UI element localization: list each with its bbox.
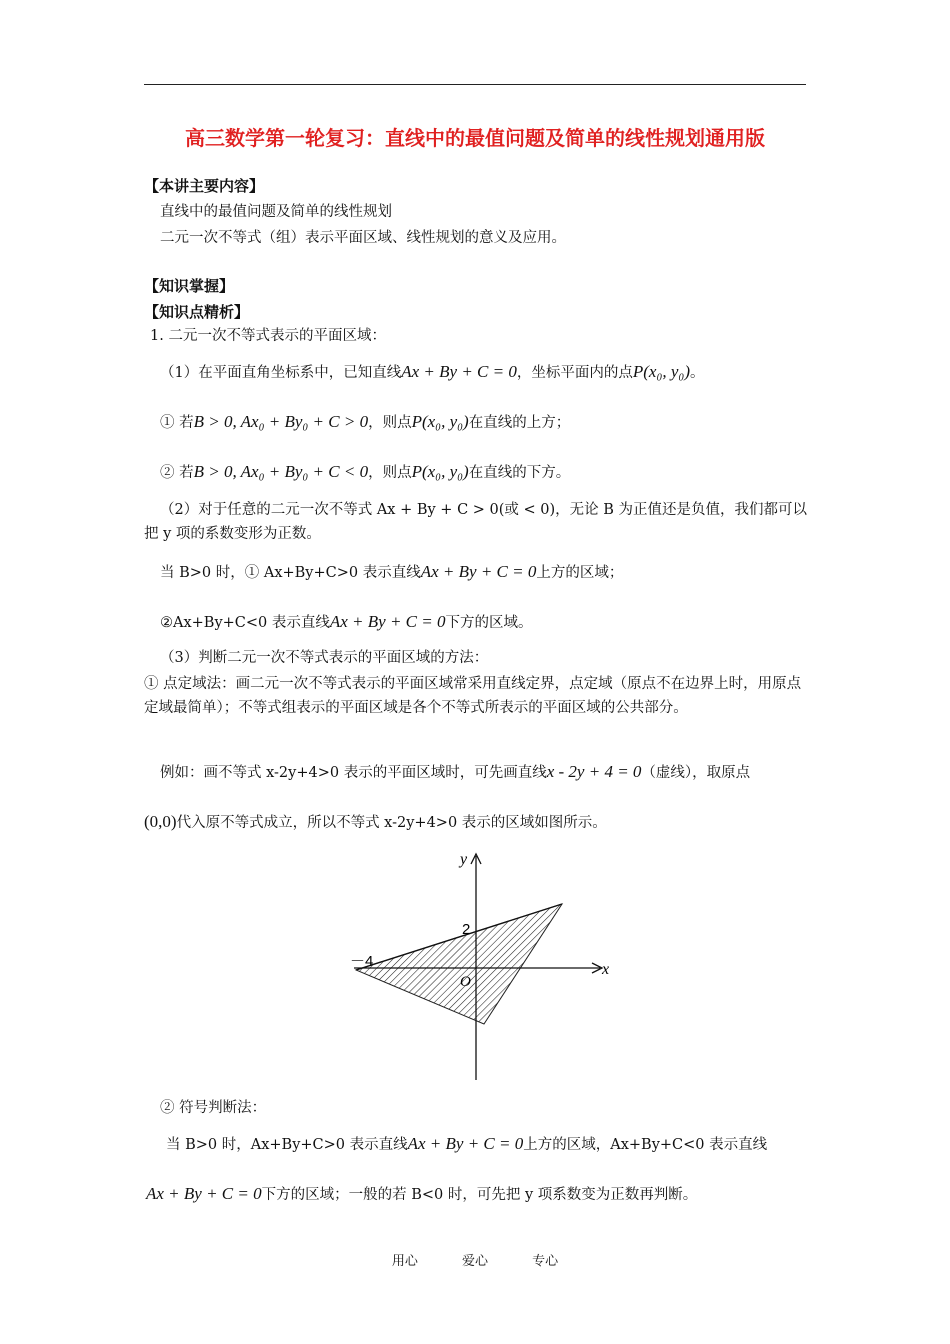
p9-suffix: 代入原不等式成立，所以不等式 x-2y+4>0 表示的区域如图所示。 [176,815,607,831]
p2-mid: ，坐标平面内的点 [516,365,633,381]
paragraph-6: （3）判断二元一次不等式表示的平面区域的方法： [160,650,489,666]
subheading-knowledge-analysis: 【知识点精析】 [144,303,250,321]
x-axis-label: x [602,961,610,978]
content-item-2: 二元一次不等式（组）表示平面区域、线性规划的意义及应用。 [160,230,566,246]
c1-mid: ，则点 [368,415,412,431]
section-heading-knowledge: 【知识掌握】 [144,277,235,295]
page-title: 高三数学第一轮复习：直线中的最值问题及简单的线性规划通用版 [185,126,765,150]
footer-text-2: 爱心 [461,1254,488,1269]
x-intercept-label: －4 [350,953,374,970]
p11-prefix: 当 B>0 时，Ax+By+C>0 表示直线 [166,1137,408,1153]
region-figure [348,848,618,1084]
p8-prefix: 例如：画不等式 x-2y+4>0 表示的平面区域时，可先画直线 [160,765,547,781]
p8-suffix: （虚线），取原点 [641,765,751,781]
p4-equation: Ax + By + C = 0 [420,562,537,581]
paragraph-12 [146,1184,697,1205]
p5-equation: Ax + By + C = 0 [329,612,446,631]
origin-point: (0,0) [144,812,177,831]
c2-suffix: 在直线的下方。 [468,465,571,481]
p5-prefix: ②Ax+By+C<0 表示直线 [160,615,330,631]
c2-prefix: ② 若 [160,465,194,481]
c1-point: P(x₀, y₀) [411,412,469,431]
shaded-region [356,904,562,1024]
c2-condition: B > 0, Ax₀ + By₀ + C < 0 [193,462,369,481]
paragraph-5 [160,612,533,633]
paragraph-9 [144,812,607,833]
page-footer [0,1250,950,1269]
paragraph-4 [160,562,623,583]
paragraph-11 [166,1134,767,1155]
p12-suffix: 下方的区域；一般的若 B<0 时，可先把 y 项系数变为正数再判断。 [261,1187,698,1203]
paragraph-2 [160,362,704,383]
c1-prefix: ① 若 [160,415,194,431]
p2-suffix: 。 [689,365,705,381]
section-heading-main-content: 【本讲主要内容】 [144,177,265,195]
condition-1 [160,412,570,433]
p8-equation: x - 2y + 4 = 0 [546,762,642,781]
content-item-1: 直线中的最值问题及简单的线性规划 [160,204,392,220]
paragraph-7: ① 点定域法：画二元一次不等式表示的平面区域常采用直线定界，点定域（原点不在边界上时，用原点定域最简单）；不等式组表示的平面区域是各个不等式所表示的平面区域的公共部分。 [144,676,802,716]
p4-prefix: 当 B>0 时，① Ax+By+C>0 表示直线 [160,565,421,581]
paragraph-8 [160,762,750,783]
origin-label: O [460,974,471,990]
line-equation: Ax + By + C = 0 [401,362,517,381]
y-intercept-label: 2 [462,921,471,938]
condition-2 [160,462,570,483]
paragraph-10: ② 符号判断法： [160,1100,267,1116]
c2-mid: ，则点 [368,465,412,481]
p2-prefix: （1）在平面直角坐标系中，已知直线 [160,365,402,381]
point-p: P(x₀, y₀) [632,362,690,381]
p5-suffix: 下方的区域。 [445,615,533,631]
paragraph-3: （2）对于任意的二元一次不等式 Ax + By + C > 0(或 < 0)，无论 B 为正值还是负值，我们都可以把 y 项的系数变形为正数。 [144,502,808,542]
p11-suffix: 上方的区域，Ax+By+C<0 表示直线 [523,1137,768,1153]
c2-point: P(x₀, y₀) [411,462,469,481]
p11-equation: Ax + By + C = 0 [407,1134,524,1153]
paragraph-1: 1. 二元一次不等式表示的平面区域： [150,328,386,344]
c1-suffix: 在直线的上方； [468,415,571,431]
c1-condition: B > 0, Ax₀ + By₀ + C > 0 [193,412,369,431]
p12-equation: Ax + By + C = 0 [146,1184,262,1203]
header-rule [144,84,806,85]
p4-suffix: 上方的区域； [536,565,624,581]
footer-text-1: 用心 [391,1254,418,1269]
footer-text-3: 专心 [532,1254,559,1269]
y-axis-label: y [460,851,468,868]
